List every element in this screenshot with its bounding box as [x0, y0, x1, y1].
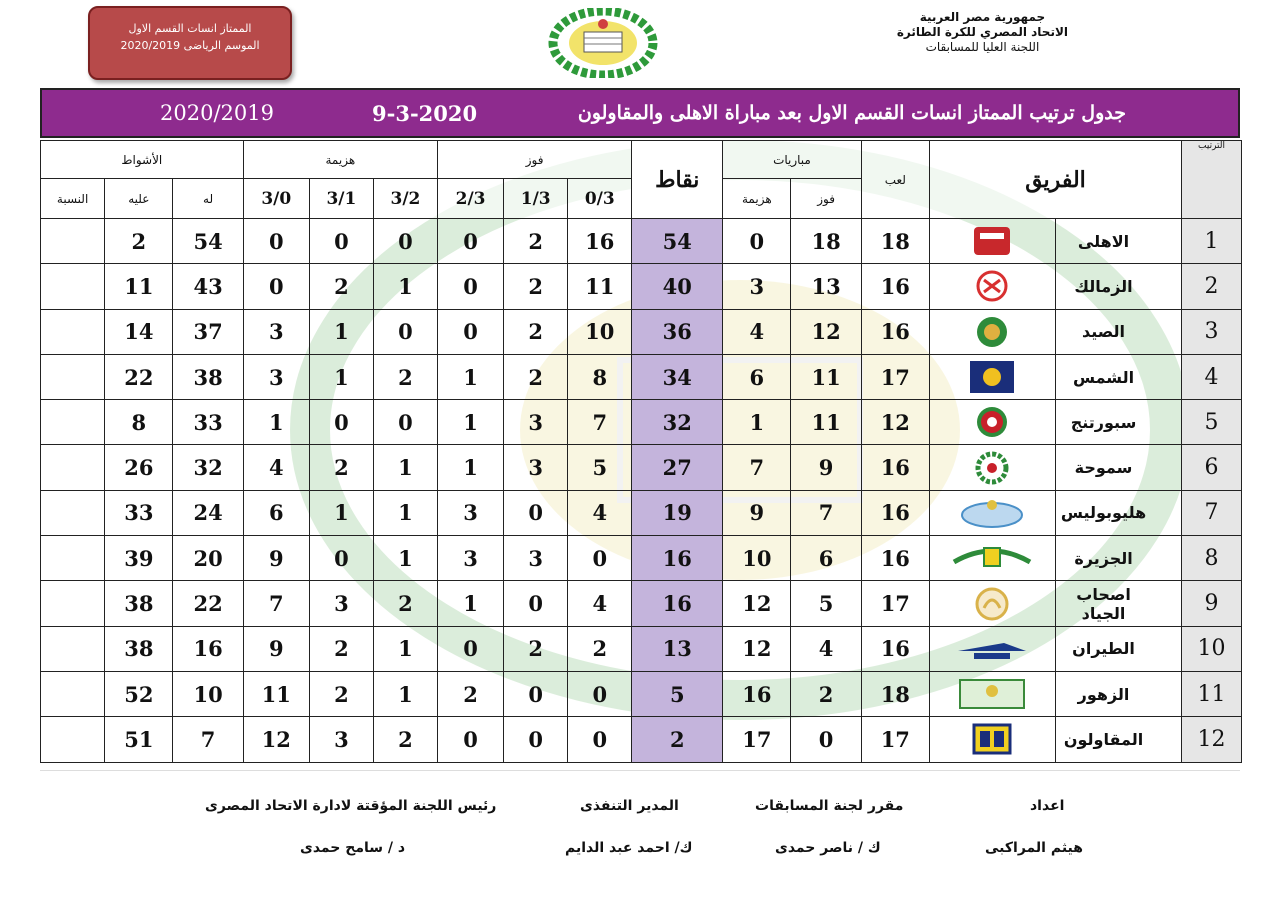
rank-cell: 9 — [1182, 581, 1242, 626]
rank-cell: 11 — [1182, 671, 1242, 716]
table-row — [41, 309, 1242, 354]
l03-cell: 0 — [243, 219, 309, 264]
played-cell: 17 — [861, 354, 929, 399]
rank-cell: 4 — [1182, 354, 1242, 399]
w31-cell: 3 — [504, 536, 568, 581]
team-name: هليوبوليس — [1055, 490, 1181, 535]
exec-title: المدير التنفذى — [580, 798, 679, 814]
col-points: نقاط — [632, 141, 723, 219]
standings-table — [40, 140, 1242, 763]
ratio-cell — [41, 626, 105, 671]
team-emblem — [929, 309, 1055, 354]
team-name: الزهور — [1055, 671, 1181, 716]
points-cell: 54 — [632, 219, 723, 264]
rank-cell: 5 — [1182, 400, 1242, 445]
won-cell: 2 — [791, 671, 861, 716]
ratio-cell — [41, 354, 105, 399]
won-cell: 12 — [791, 309, 861, 354]
played-cell: 16 — [861, 445, 929, 490]
ratio-cell — [41, 581, 105, 626]
rapporteur-name: ك / ناصر حمدى — [775, 840, 881, 856]
l23-cell: 1 — [373, 490, 437, 535]
org-line-1: جمهورية مصر العربية — [919, 10, 1046, 24]
team-emblem-icon — [944, 676, 1040, 712]
lost-cell: 0 — [723, 219, 791, 264]
w31-cell: 2 — [504, 626, 568, 671]
rank-cell: 8 — [1182, 536, 1242, 581]
table-row — [41, 581, 1242, 626]
badge-line-1: الممتاز انسات القسم الاول — [128, 22, 252, 35]
l23-cell: 0 — [373, 309, 437, 354]
team-name: اصحاب الجياد — [1055, 581, 1181, 626]
table-row — [41, 671, 1242, 716]
rank-cell: 2 — [1182, 264, 1242, 309]
col-ratio: النسبة — [41, 179, 105, 219]
team-name: سموحة — [1055, 445, 1181, 490]
rank-cell: 3 — [1182, 309, 1242, 354]
l03-cell: 1 — [243, 400, 309, 445]
team-name: الاهلى — [1055, 219, 1181, 264]
l13-cell: 0 — [309, 400, 373, 445]
l03-cell: 11 — [243, 671, 309, 716]
w32-cell: 1 — [437, 354, 503, 399]
won-cell: 18 — [791, 219, 861, 264]
sets-for-cell: 43 — [173, 264, 243, 309]
ratio-cell — [41, 717, 105, 762]
w31-cell: 2 — [504, 219, 568, 264]
col-w32: 2/3 — [437, 179, 503, 219]
points-cell: 27 — [632, 445, 723, 490]
col-team: الفريق — [929, 141, 1181, 219]
l13-cell: 3 — [309, 581, 373, 626]
points-cell: 40 — [632, 264, 723, 309]
team-emblem-icon — [944, 721, 1040, 757]
team-emblem — [929, 400, 1055, 445]
sets-for-cell: 16 — [173, 626, 243, 671]
team-emblem-icon — [944, 495, 1040, 531]
l23-cell: 2 — [373, 717, 437, 762]
w30-cell: 0 — [568, 671, 632, 716]
l23-cell: 2 — [373, 581, 437, 626]
l03-cell: 4 — [243, 445, 309, 490]
sets-for-cell: 20 — [173, 536, 243, 581]
table-row — [41, 354, 1242, 399]
ratio-cell — [41, 490, 105, 535]
sets-against-cell: 33 — [105, 490, 173, 535]
l13-cell: 1 — [309, 490, 373, 535]
l23-cell: 0 — [373, 219, 437, 264]
w30-cell: 16 — [568, 219, 632, 264]
ratio-cell — [41, 400, 105, 445]
sets-against-cell: 51 — [105, 717, 173, 762]
col-losses-group: هزيمة — [243, 141, 437, 179]
w31-cell: 2 — [504, 309, 568, 354]
w30-cell: 4 — [568, 581, 632, 626]
col-l23: 3/2 — [373, 179, 437, 219]
l13-cell: 0 — [309, 536, 373, 581]
lost-cell: 6 — [723, 354, 791, 399]
organization-header — [897, 10, 1068, 55]
l23-cell: 1 — [373, 671, 437, 716]
league-badge — [88, 6, 292, 80]
federation-logo-icon — [548, 8, 658, 78]
l13-cell: 2 — [309, 264, 373, 309]
sets-against-cell: 22 — [105, 354, 173, 399]
l13-cell: 0 — [309, 219, 373, 264]
rank-cell: 1 — [1182, 219, 1242, 264]
played-cell: 12 — [861, 400, 929, 445]
team-emblem-icon — [944, 359, 1040, 395]
w30-cell: 8 — [568, 354, 632, 399]
prep-name: هيثم المراكبى — [985, 840, 1083, 856]
table-row — [41, 445, 1242, 490]
rapporteur-title: مقرر لجنة المسابقات — [755, 798, 904, 814]
sets-for-cell: 33 — [173, 400, 243, 445]
played-cell: 16 — [861, 490, 929, 535]
table-row — [41, 490, 1242, 535]
col-w30: 0/3 — [568, 179, 632, 219]
ratio-cell — [41, 536, 105, 581]
col-sets-group: الأشواط — [41, 141, 244, 179]
rank-cell: 10 — [1182, 626, 1242, 671]
l03-cell: 7 — [243, 581, 309, 626]
team-emblem — [929, 536, 1055, 581]
w31-cell: 0 — [504, 717, 568, 762]
sets-against-cell: 38 — [105, 581, 173, 626]
points-cell: 2 — [632, 717, 723, 762]
l03-cell: 3 — [243, 354, 309, 399]
w32-cell: 1 — [437, 581, 503, 626]
l03-cell: 12 — [243, 717, 309, 762]
w32-cell: 2 — [437, 671, 503, 716]
title-season: 2020/2019 — [160, 101, 274, 125]
w30-cell: 11 — [568, 264, 632, 309]
org-line-3: اللجنة العليا للمسابقات — [925, 40, 1040, 54]
ratio-cell — [41, 671, 105, 716]
l03-cell: 9 — [243, 626, 309, 671]
w32-cell: 0 — [437, 264, 503, 309]
team-emblem-icon — [944, 450, 1040, 486]
w32-cell: 1 — [437, 445, 503, 490]
played-cell: 18 — [861, 671, 929, 716]
badge-line-2: الموسم الرياضى 2020/2019 — [120, 39, 260, 52]
title-date: 9-3-2020 — [372, 101, 478, 126]
lost-cell: 3 — [723, 264, 791, 309]
w30-cell: 0 — [568, 536, 632, 581]
w30-cell: 5 — [568, 445, 632, 490]
won-cell: 9 — [791, 445, 861, 490]
table-row — [41, 400, 1242, 445]
played-cell: 16 — [861, 536, 929, 581]
sets-for-cell: 22 — [173, 581, 243, 626]
points-cell: 36 — [632, 309, 723, 354]
points-cell: 16 — [632, 581, 723, 626]
won-cell: 11 — [791, 354, 861, 399]
l03-cell: 3 — [243, 309, 309, 354]
lost-cell: 4 — [723, 309, 791, 354]
team-name: الزمالك — [1055, 264, 1181, 309]
team-name: الجزيرة — [1055, 536, 1181, 581]
team-name: الطيران — [1055, 626, 1181, 671]
w31-cell: 2 — [504, 354, 568, 399]
sets-for-cell: 32 — [173, 445, 243, 490]
points-cell: 19 — [632, 490, 723, 535]
lost-cell: 17 — [723, 717, 791, 762]
played-cell: 16 — [861, 309, 929, 354]
played-cell: 17 — [861, 717, 929, 762]
team-emblem — [929, 581, 1055, 626]
ratio-cell — [41, 309, 105, 354]
l23-cell: 1 — [373, 445, 437, 490]
points-cell: 16 — [632, 536, 723, 581]
won-cell: 4 — [791, 626, 861, 671]
sets-for-cell: 38 — [173, 354, 243, 399]
l13-cell: 3 — [309, 717, 373, 762]
col-played: لعب — [861, 141, 929, 219]
team-name: الشمس — [1055, 354, 1181, 399]
team-name: سبورتنج — [1055, 400, 1181, 445]
l23-cell: 0 — [373, 400, 437, 445]
w30-cell: 0 — [568, 717, 632, 762]
col-l13: 3/1 — [309, 179, 373, 219]
team-emblem — [929, 626, 1055, 671]
w30-cell: 7 — [568, 400, 632, 445]
team-emblem-icon — [944, 268, 1040, 304]
col-rank: الترتيب — [1182, 141, 1242, 219]
w30-cell: 10 — [568, 309, 632, 354]
won-cell: 7 — [791, 490, 861, 535]
w31-cell: 0 — [504, 671, 568, 716]
team-emblem-icon — [944, 631, 1040, 667]
points-cell: 13 — [632, 626, 723, 671]
rank-cell: 6 — [1182, 445, 1242, 490]
played-cell: 16 — [861, 264, 929, 309]
points-cell: 5 — [632, 671, 723, 716]
won-cell: 13 — [791, 264, 861, 309]
ratio-cell — [41, 219, 105, 264]
w32-cell: 0 — [437, 626, 503, 671]
lost-cell: 12 — [723, 581, 791, 626]
lost-cell: 12 — [723, 626, 791, 671]
table-row — [41, 536, 1242, 581]
w32-cell: 1 — [437, 400, 503, 445]
lost-cell: 10 — [723, 536, 791, 581]
l23-cell: 1 — [373, 626, 437, 671]
won-cell: 5 — [791, 581, 861, 626]
l13-cell: 2 — [309, 671, 373, 716]
w30-cell: 2 — [568, 626, 632, 671]
w31-cell: 0 — [504, 490, 568, 535]
chair-name: د / سامح حمدى — [300, 840, 406, 856]
sets-against-cell: 26 — [105, 445, 173, 490]
team-name: المقاولون — [1055, 717, 1181, 762]
won-cell: 11 — [791, 400, 861, 445]
rank-cell: 12 — [1182, 717, 1242, 762]
l23-cell: 2 — [373, 354, 437, 399]
ratio-cell — [41, 445, 105, 490]
team-emblem-icon — [944, 314, 1040, 350]
team-name: الصيد — [1055, 309, 1181, 354]
ratio-cell — [41, 264, 105, 309]
l23-cell: 1 — [373, 536, 437, 581]
lost-cell: 1 — [723, 400, 791, 445]
won-cell: 6 — [791, 536, 861, 581]
sets-against-cell: 2 — [105, 219, 173, 264]
col-won: فوز — [791, 179, 861, 219]
table-row — [41, 717, 1242, 762]
w32-cell: 3 — [437, 490, 503, 535]
team-emblem-icon — [944, 404, 1040, 440]
team-emblem — [929, 219, 1055, 264]
team-emblem — [929, 445, 1055, 490]
w32-cell: 0 — [437, 309, 503, 354]
w31-cell: 0 — [504, 581, 568, 626]
l03-cell: 0 — [243, 264, 309, 309]
sets-for-cell: 54 — [173, 219, 243, 264]
points-cell: 34 — [632, 354, 723, 399]
l13-cell: 1 — [309, 354, 373, 399]
team-emblem-icon — [944, 586, 1040, 622]
footer-divider — [40, 770, 1240, 771]
team-emblem — [929, 354, 1055, 399]
sets-for-cell: 37 — [173, 309, 243, 354]
col-sets-against: عليه — [105, 179, 173, 219]
won-cell: 0 — [791, 717, 861, 762]
table-row — [41, 264, 1242, 309]
org-line-2: الاتحاد المصري للكرة الطائرة — [896, 25, 1068, 39]
sets-against-cell: 38 — [105, 626, 173, 671]
lost-cell: 9 — [723, 490, 791, 535]
team-emblem-icon — [944, 223, 1040, 259]
table-title: جدول ترتيب الممتاز انسات القسم الاول بعد مباراة الاهلى والمقاولون — [577, 102, 1126, 124]
sets-against-cell: 11 — [105, 264, 173, 309]
l23-cell: 1 — [373, 264, 437, 309]
w31-cell: 3 — [504, 400, 568, 445]
w32-cell: 3 — [437, 536, 503, 581]
col-matches: مباريات — [723, 141, 861, 179]
table-title-bar — [40, 88, 1240, 138]
team-emblem-icon — [944, 540, 1040, 576]
points-cell: 32 — [632, 400, 723, 445]
prep-title: اعداد — [1030, 798, 1065, 814]
l13-cell: 1 — [309, 309, 373, 354]
sets-against-cell: 14 — [105, 309, 173, 354]
team-emblem — [929, 717, 1055, 762]
w31-cell: 2 — [504, 264, 568, 309]
w32-cell: 0 — [437, 717, 503, 762]
played-cell: 17 — [861, 581, 929, 626]
team-emblem — [929, 671, 1055, 716]
lost-cell: 7 — [723, 445, 791, 490]
col-wins-group: فوز — [437, 141, 631, 179]
rank-cell: 7 — [1182, 490, 1242, 535]
w30-cell: 4 — [568, 490, 632, 535]
lost-cell: 16 — [723, 671, 791, 716]
sets-for-cell: 10 — [173, 671, 243, 716]
table-row — [41, 626, 1242, 671]
w32-cell: 0 — [437, 219, 503, 264]
sets-for-cell: 7 — [173, 717, 243, 762]
w31-cell: 3 — [504, 445, 568, 490]
team-emblem — [929, 490, 1055, 535]
table-row — [41, 219, 1242, 264]
col-lost: هزيمة — [723, 179, 791, 219]
l03-cell: 6 — [243, 490, 309, 535]
l13-cell: 2 — [309, 445, 373, 490]
played-cell: 16 — [861, 626, 929, 671]
played-cell: 18 — [861, 219, 929, 264]
l03-cell: 9 — [243, 536, 309, 581]
sets-against-cell: 39 — [105, 536, 173, 581]
chair-title: رئيس اللجنة المؤقتة لادارة الاتحاد المصرى — [205, 798, 497, 814]
col-sets-for: له — [173, 179, 243, 219]
team-emblem — [929, 264, 1055, 309]
sets-against-cell: 8 — [105, 400, 173, 445]
sets-against-cell: 52 — [105, 671, 173, 716]
exec-name: ك/ احمد عبد الدايم — [565, 840, 693, 856]
sets-for-cell: 24 — [173, 490, 243, 535]
l13-cell: 2 — [309, 626, 373, 671]
col-w31: 1/3 — [504, 179, 568, 219]
col-l03: 3/0 — [243, 179, 309, 219]
